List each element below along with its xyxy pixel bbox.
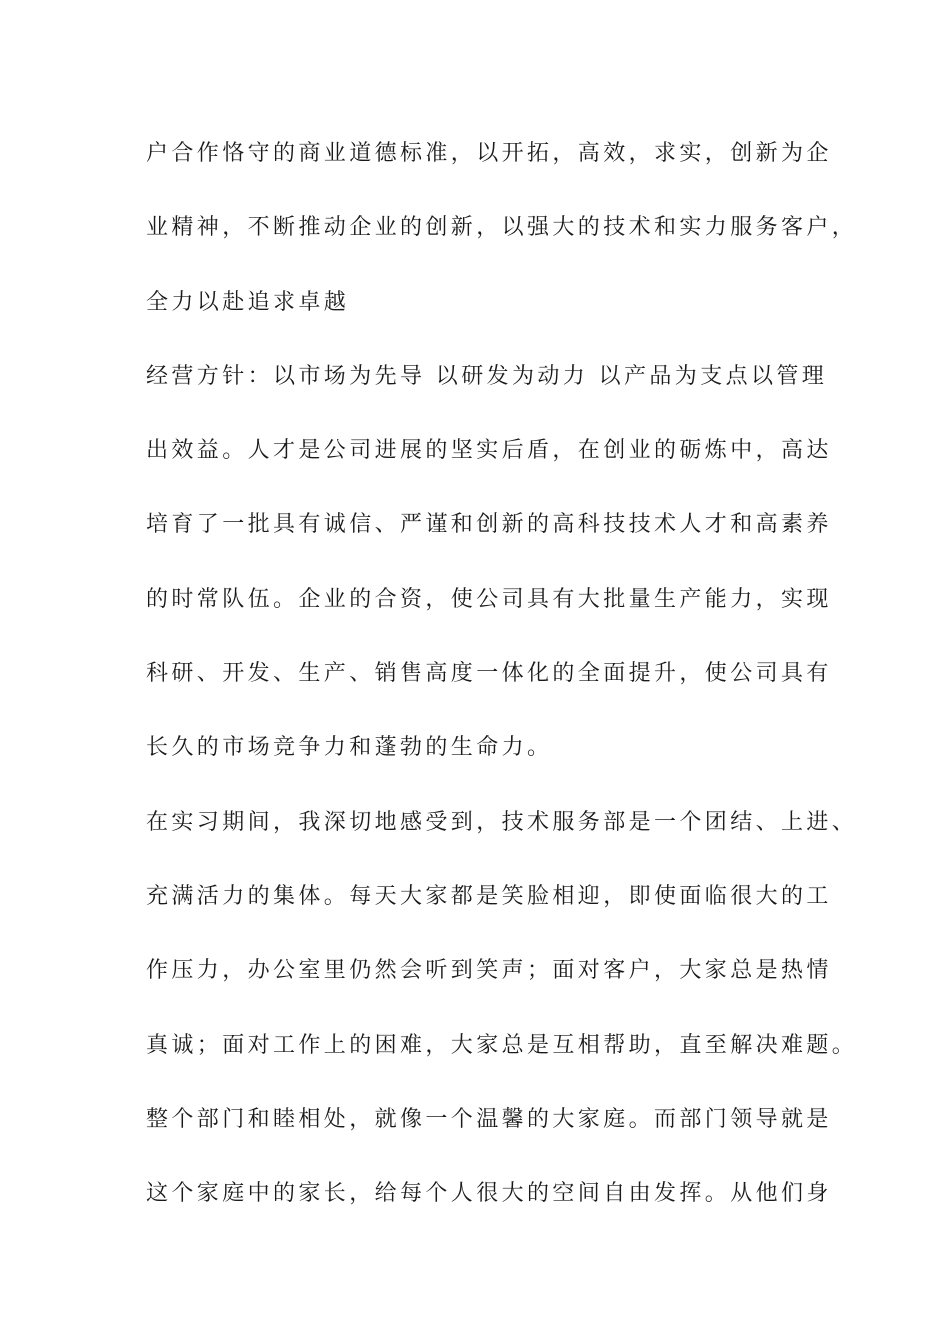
text-line: 的时常队伍。企业的合资，使公司具有大批量生产能力，实现	[146, 586, 832, 612]
text-line: 全力以赴追求卓越	[146, 289, 350, 315]
text-line: 科研、开发、生产、销售高度一体化的全面提升，使公司具有	[146, 661, 832, 687]
text-line: 长久的市场竞争力和蓬勃的生命力。	[146, 735, 553, 761]
text-line: 经营方针：以市场为先导 以研发为动力 以产品为支点以管理	[146, 363, 828, 389]
text-line: 整个部门和睦相处，就像一个温馨的大家庭。而部门领导就是	[146, 1106, 832, 1132]
text-line: 这个家庭中的家长，给每个人很大的空间自由发挥。从他们身	[146, 1181, 832, 1207]
text-line: 真诚；面对工作上的困难，大家总是互相帮助，直至解决难题。	[146, 1032, 858, 1058]
text-line: 业精神，不断推动企业的创新，以强大的技术和实力服务客户，	[146, 215, 858, 241]
text-line: 出效益。人才是公司进展的坚实后盾，在创业的砺炼中，高达	[146, 438, 832, 464]
text-line: 培育了一批具有诚信、严谨和创新的高科技技术人才和高素养	[146, 512, 832, 538]
text-line: 户合作恪守的商业道德标准，以开拓，高效，求实，创新为企	[146, 141, 832, 166]
text-line: 在实习期间，我深切地感受到，技术服务部是一个团结、上进、	[146, 809, 858, 835]
text-line: 充满活力的集体。每天大家都是笑脸相迎，即使面临很大的工	[146, 883, 832, 909]
document-body	[146, 134, 858, 1248]
text-line: 作压力，办公室里仍然会听到笑声；面对客户，大家总是热情	[146, 958, 832, 984]
